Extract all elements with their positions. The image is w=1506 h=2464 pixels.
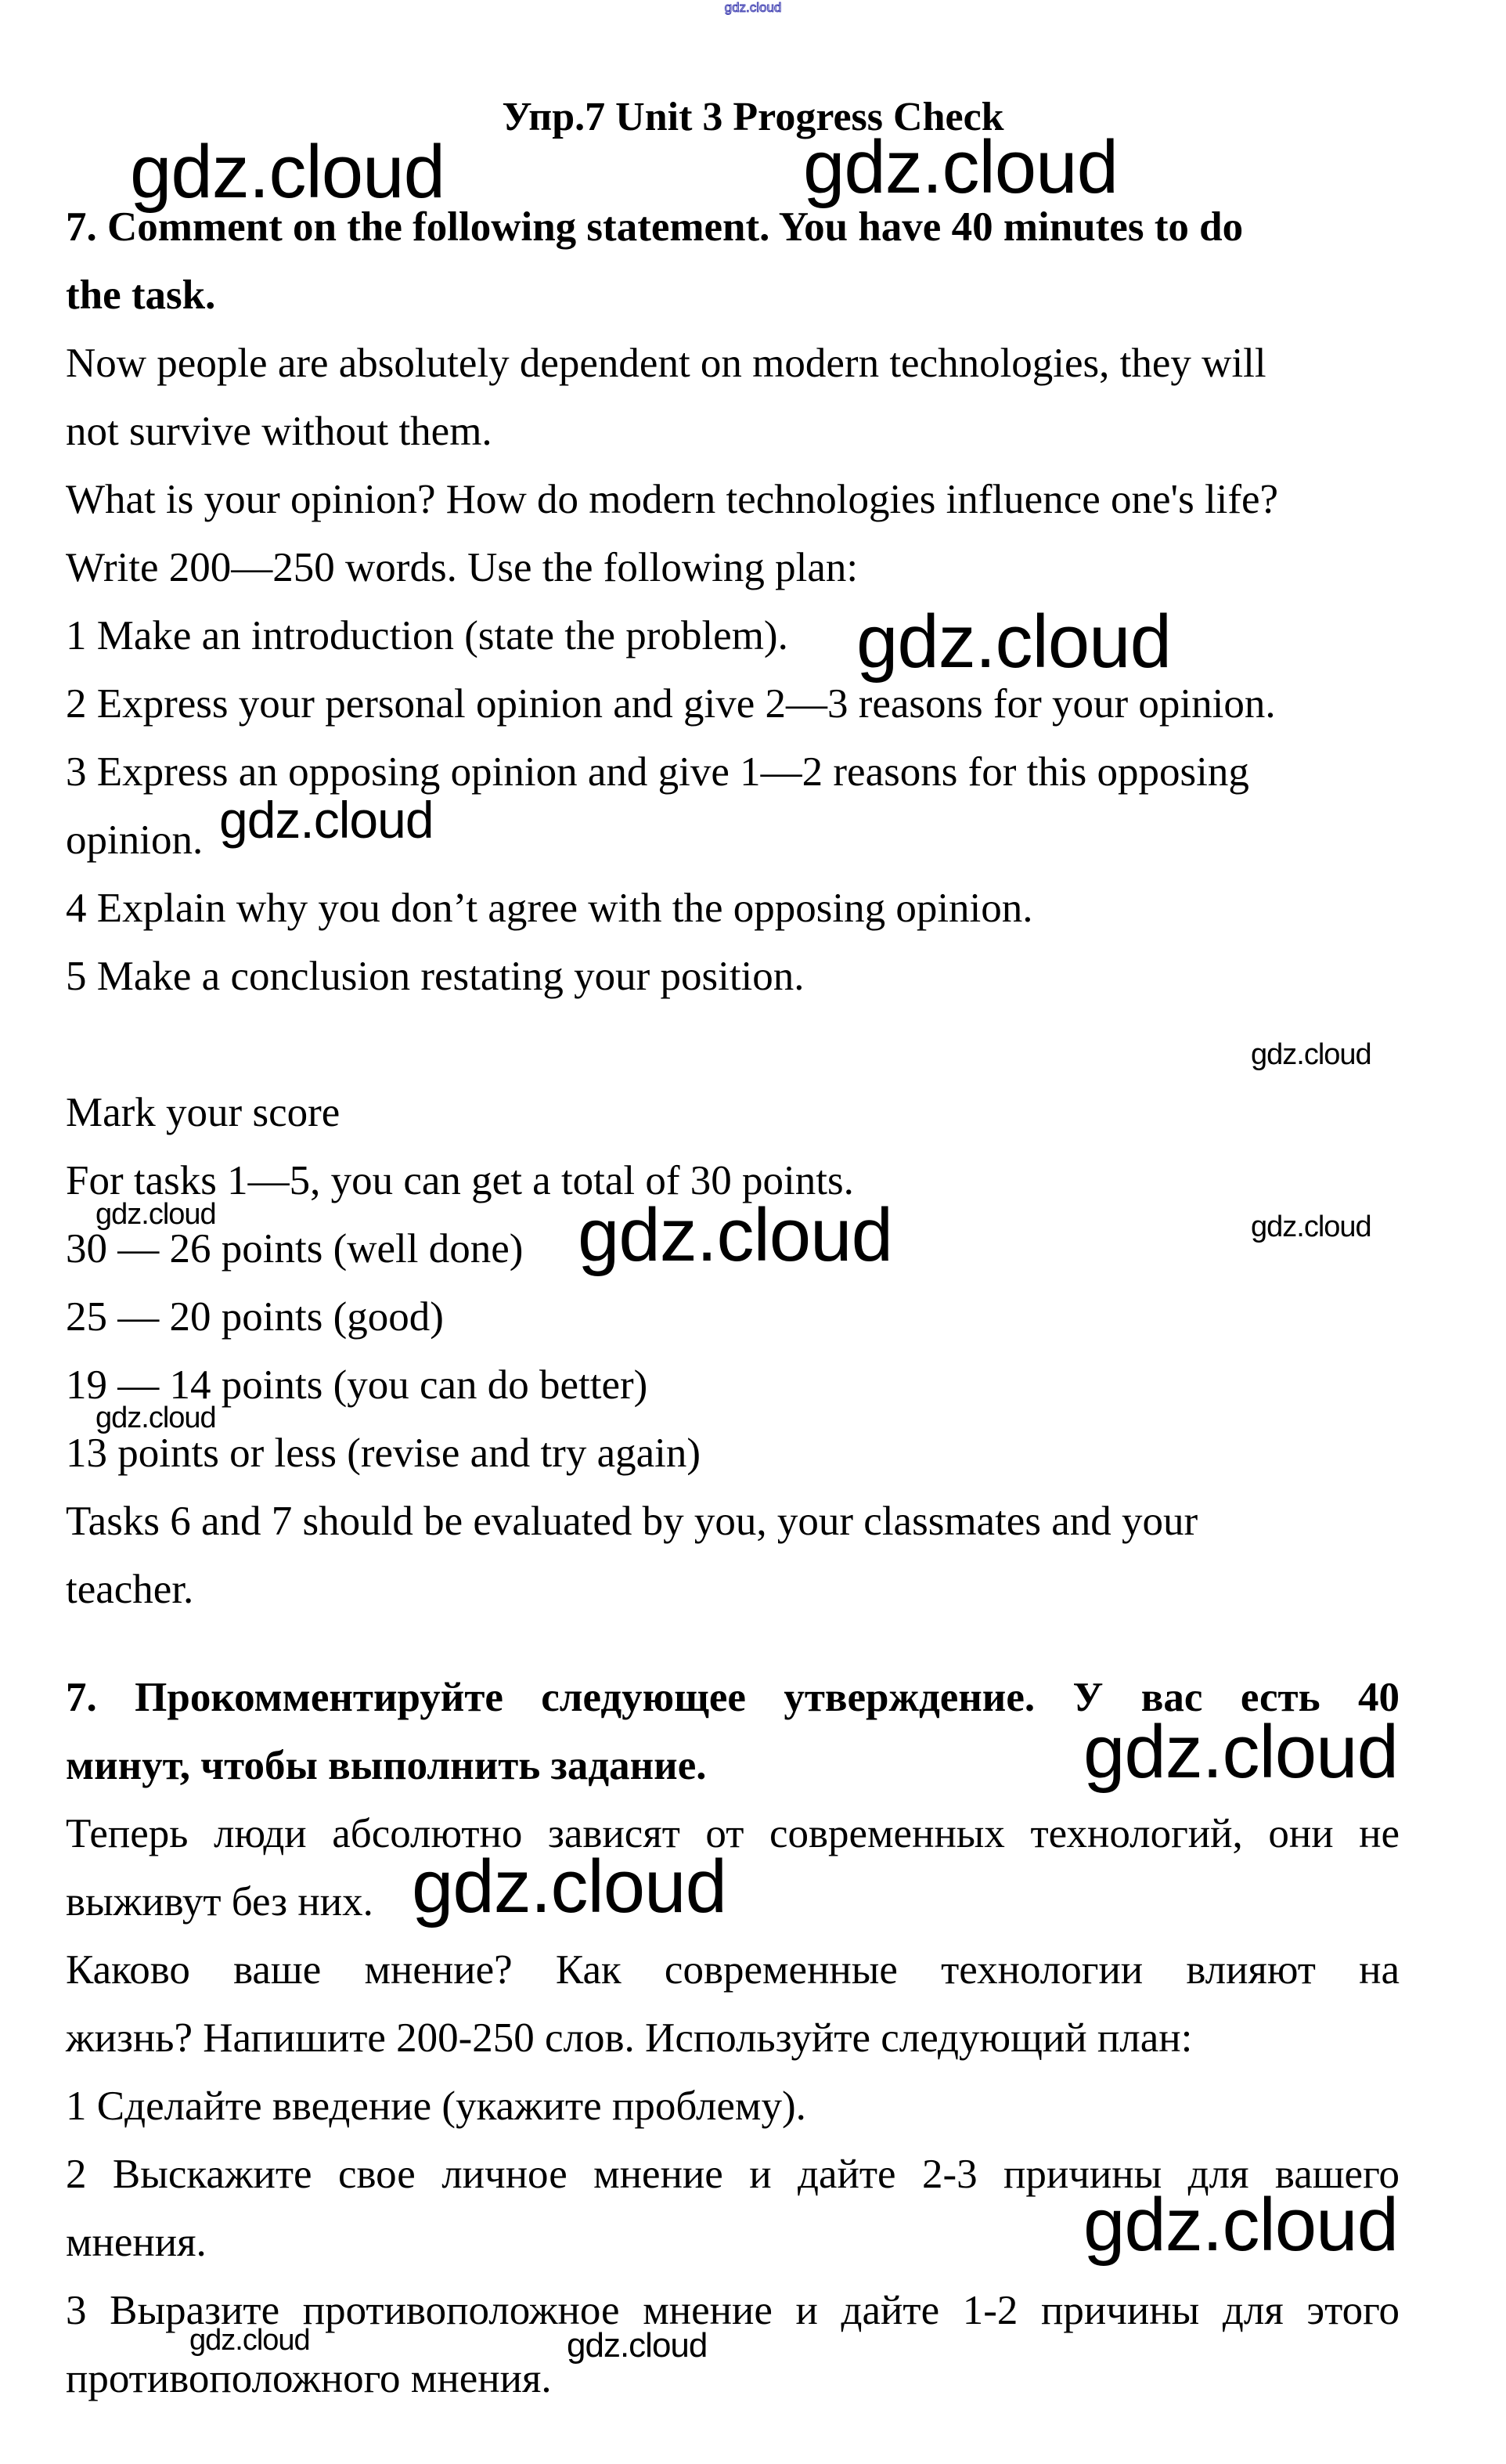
ru-statement-line-2: выживут без них. bbox=[66, 1879, 373, 1925]
score-band: 25 — 20 points (good) bbox=[66, 1294, 444, 1340]
watermark: gdz.cloud bbox=[95, 1402, 216, 1434]
task-heading-line-2: the task. bbox=[66, 272, 216, 318]
ru-question-line-2: жизнь? Напишите 200-250 слов. Используйте следующий план: bbox=[66, 2015, 1193, 2061]
watermark: gdz.cloud bbox=[1251, 1210, 1371, 1243]
plan-item-continuation: opinion. bbox=[66, 817, 204, 863]
task-heading-line-1: 7. Comment on the following statement. You have 40 minutes to do bbox=[66, 204, 1244, 250]
ru-task-heading-line-1: 7. Прокомментируйте следующее утверждение. У вас есть 40 bbox=[66, 1675, 1400, 1720]
ru-question-line-1: Каково ваше мнение? Как современные технологии влияют на bbox=[66, 1947, 1400, 1993]
ru-plan-item: 3 Выразите противоположное мнение и дайте 1-2 причины для этого bbox=[66, 2288, 1400, 2333]
ru-plan-item-continuation: противоположного мнения. bbox=[66, 2356, 552, 2401]
watermark: gdz.cloud bbox=[130, 130, 445, 214]
watermark: gdz.cloud bbox=[1083, 1710, 1398, 1794]
page-title: Упр.7 Unit 3 Progress Check bbox=[502, 95, 1004, 139]
watermark: gdz.cloud bbox=[95, 1198, 216, 1231]
score-band: 30 — 26 points (well done) bbox=[66, 1226, 524, 1272]
watermark: gdz.cloud bbox=[1083, 2183, 1398, 2267]
watermark: gdz.cloud bbox=[412, 1845, 726, 1928]
watermark: gdz.cloud bbox=[578, 1193, 892, 1277]
ru-plan-item: 1 Сделайте введение (укажите проблему). bbox=[66, 2083, 806, 2129]
watermark: gdz.cloud bbox=[856, 600, 1171, 684]
ru-plan-item-continuation: мнения. bbox=[66, 2220, 207, 2265]
watermark: gdz.cloud bbox=[567, 2326, 708, 2365]
score-band: 13 points or less (revise and try again) bbox=[66, 1430, 701, 1476]
watermark: gdz.cloud bbox=[189, 2324, 310, 2357]
score-intro: For tasks 1—5, you can get a total of 30 points. bbox=[66, 1158, 854, 1203]
score-band: 19 — 14 points (you can do better) bbox=[66, 1362, 648, 1408]
score-heading: Mark your score bbox=[66, 1090, 340, 1135]
watermark: gdz.cloud bbox=[1251, 1038, 1371, 1071]
evaluation-note-line-2: teacher. bbox=[66, 1567, 194, 1612]
ru-statement-line-1: Теперь люди абсолютно зависят от современных технологий, они не bbox=[66, 1811, 1400, 1856]
plan-item: 3 Express an opposing opinion and give 1—2 reasons for this opposing bbox=[66, 749, 1249, 795]
plan-item: 5 Make a conclusion restating your position. bbox=[66, 954, 805, 999]
ru-plan-item: 2 Выскажите свое личное мнение и дайте 2-3 причины для вашего bbox=[66, 2152, 1400, 2197]
ru-task-heading-line-2: минут, чтобы выполнить задание. bbox=[66, 1743, 707, 1788]
plan-item: 2 Express your personal opinion and give 2—3 reasons for your opinion. bbox=[66, 681, 1276, 727]
watermark: gdz.cloud bbox=[803, 125, 1118, 209]
plan-item: 1 Make an introduction (state the problem). bbox=[66, 613, 788, 658]
statement-line-2: not survive without them. bbox=[66, 409, 492, 454]
site-watermark-top: gdz.cloud bbox=[724, 0, 782, 15]
evaluation-note-line-1: Tasks 6 and 7 should be evaluated by you, your classmates and your bbox=[66, 1499, 1198, 1544]
question-text: What is your opinion? How do modern technologies influence one's life? bbox=[66, 477, 1279, 522]
watermark: gdz.cloud bbox=[219, 791, 434, 849]
plan-item: 4 Explain why you don’t agree with the opposing opinion. bbox=[66, 886, 1033, 931]
statement-line-1: Now people are absolutely dependent on modern technologies, they will bbox=[66, 341, 1266, 386]
instruction-text: Write 200—250 words. Use the following plan: bbox=[66, 545, 859, 590]
